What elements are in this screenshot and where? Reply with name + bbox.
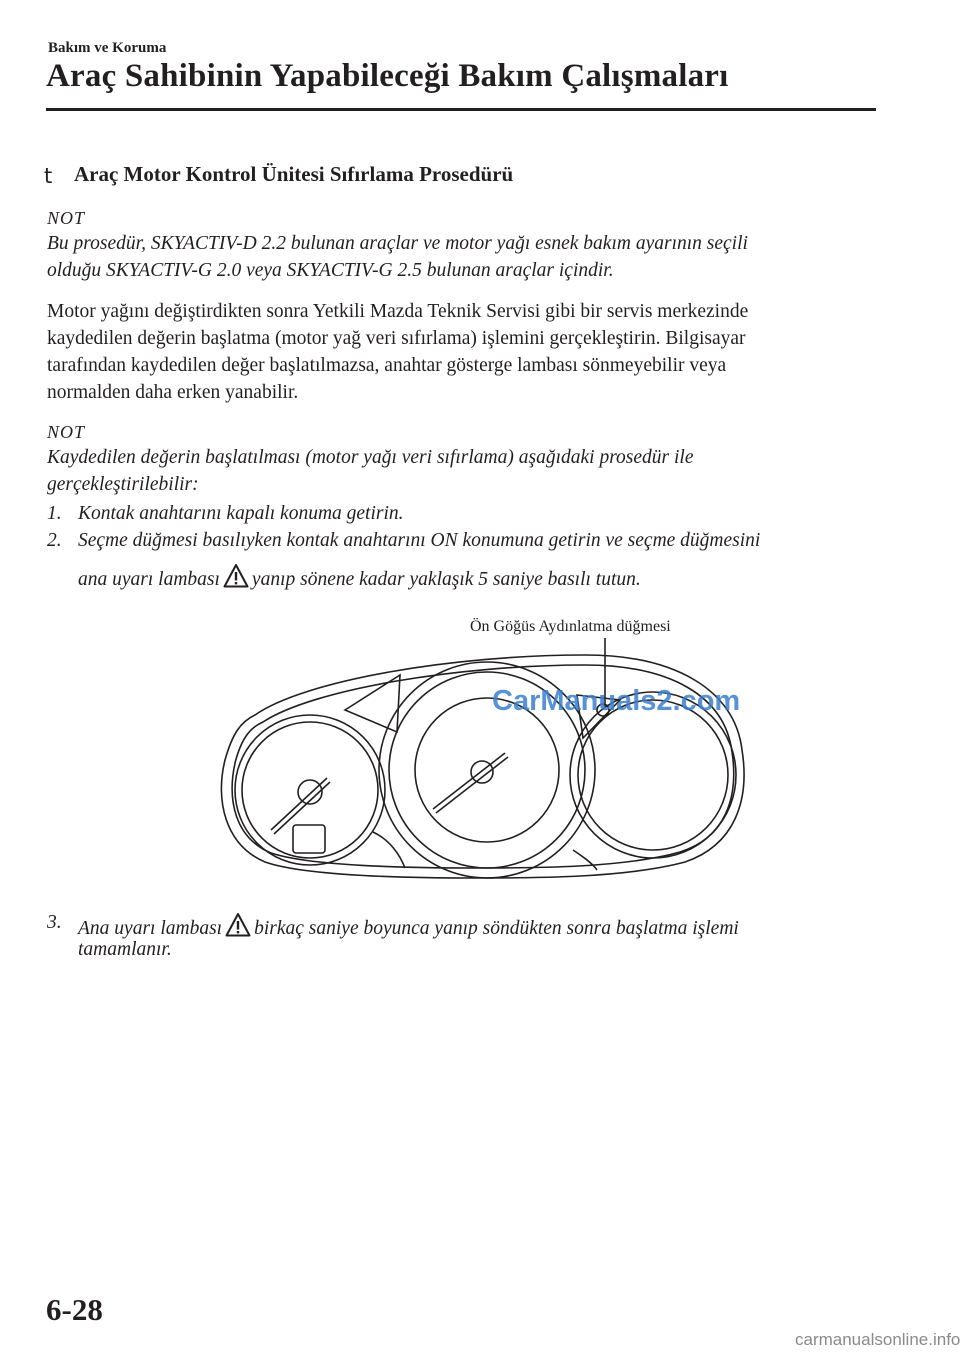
step-text: Kontak anahtarını kapalı konuma getirin. xyxy=(78,503,404,524)
subsection-heading: Araç Motor Kontrol Ünitesi Sıfırlama Prosedürü xyxy=(74,162,514,186)
watermark: CarManuals2.com xyxy=(492,685,741,717)
warning-triangle-icon xyxy=(223,563,249,589)
step-number: 2. xyxy=(47,530,62,551)
note-label: NOT xyxy=(47,208,86,228)
center-gauge-needle xyxy=(433,753,505,809)
footer-site-text: carmanualsonline.info xyxy=(795,1330,960,1349)
callout-label: Ön Göğüs Aydınlatma düğmesi xyxy=(470,618,671,635)
warning-triangle-icon xyxy=(225,912,251,938)
note-text-line: olduğu SKYACTIV-G 2.0 veya SKYACTIV-G 2.5 bulunan araçlar içindir. xyxy=(47,260,614,281)
note-text-line: Bu prosedür, SKYACTIV-D 2.2 bulunan araçlar ve motor yağı esnek bakım ayarının seçili xyxy=(47,233,748,254)
step-text: Seçme düğmesi basılıyken kontak anahtarını ON konumuna getirin ve seçme düğmesini xyxy=(78,530,761,551)
page-title: Araç Sahibinin Yapabileceği Bakım Çalışmaları xyxy=(46,58,729,94)
step-text-part: yanıp sönene kadar yaklaşık 5 saniye basılı tutun. xyxy=(251,569,641,590)
step-number: 3. xyxy=(47,912,62,933)
step-text-continued xyxy=(78,563,641,591)
left-gauge xyxy=(235,715,385,865)
step-number: 1. xyxy=(47,503,62,524)
section-bullet: t xyxy=(44,164,53,188)
step-text-continued: tamamlanır. xyxy=(78,939,172,960)
display-window xyxy=(293,825,325,853)
step-text-part: birkaç saniye boyunca yanıp söndükten sonra başlatma işlemi xyxy=(254,918,739,939)
step-text-part: Ana uyarı lambası xyxy=(78,918,223,939)
instrument-cluster-illustration xyxy=(205,600,765,900)
section-label: Bakım ve Koruma xyxy=(48,40,167,56)
body-text-line: Motor yağını değiştirdikten sonra Yetkili Mazda Teknik Servisi gibi bir servis merkezinde xyxy=(47,301,749,322)
body-text-line: kaydedilen değerin başlatma (motor yağ veri sıfırlama) işlemini gerçekleştirin. Bilgisayar xyxy=(47,328,746,349)
title-rule xyxy=(46,108,876,111)
note-label: NOT xyxy=(47,422,86,442)
page-number: 6-28 xyxy=(46,1292,103,1327)
note-text-line: Kaydedilen değerin başlatılması (motor yağı veri sıfırlama) aşağıdaki prosedür ile xyxy=(47,447,694,468)
body-text-line: tarafından kaydedilen değer başlatılmazsa, anahtar gösterge lambası sönmeyebilir veya xyxy=(47,355,727,376)
step-text xyxy=(78,912,739,940)
note-text-line: gerçekleştirilebilir: xyxy=(47,474,199,495)
step-text-part: ana uyarı lambası xyxy=(78,569,220,590)
left-triangle-lamp xyxy=(345,675,400,732)
body-text-line: normalden daha erken yanabilir. xyxy=(47,382,299,403)
